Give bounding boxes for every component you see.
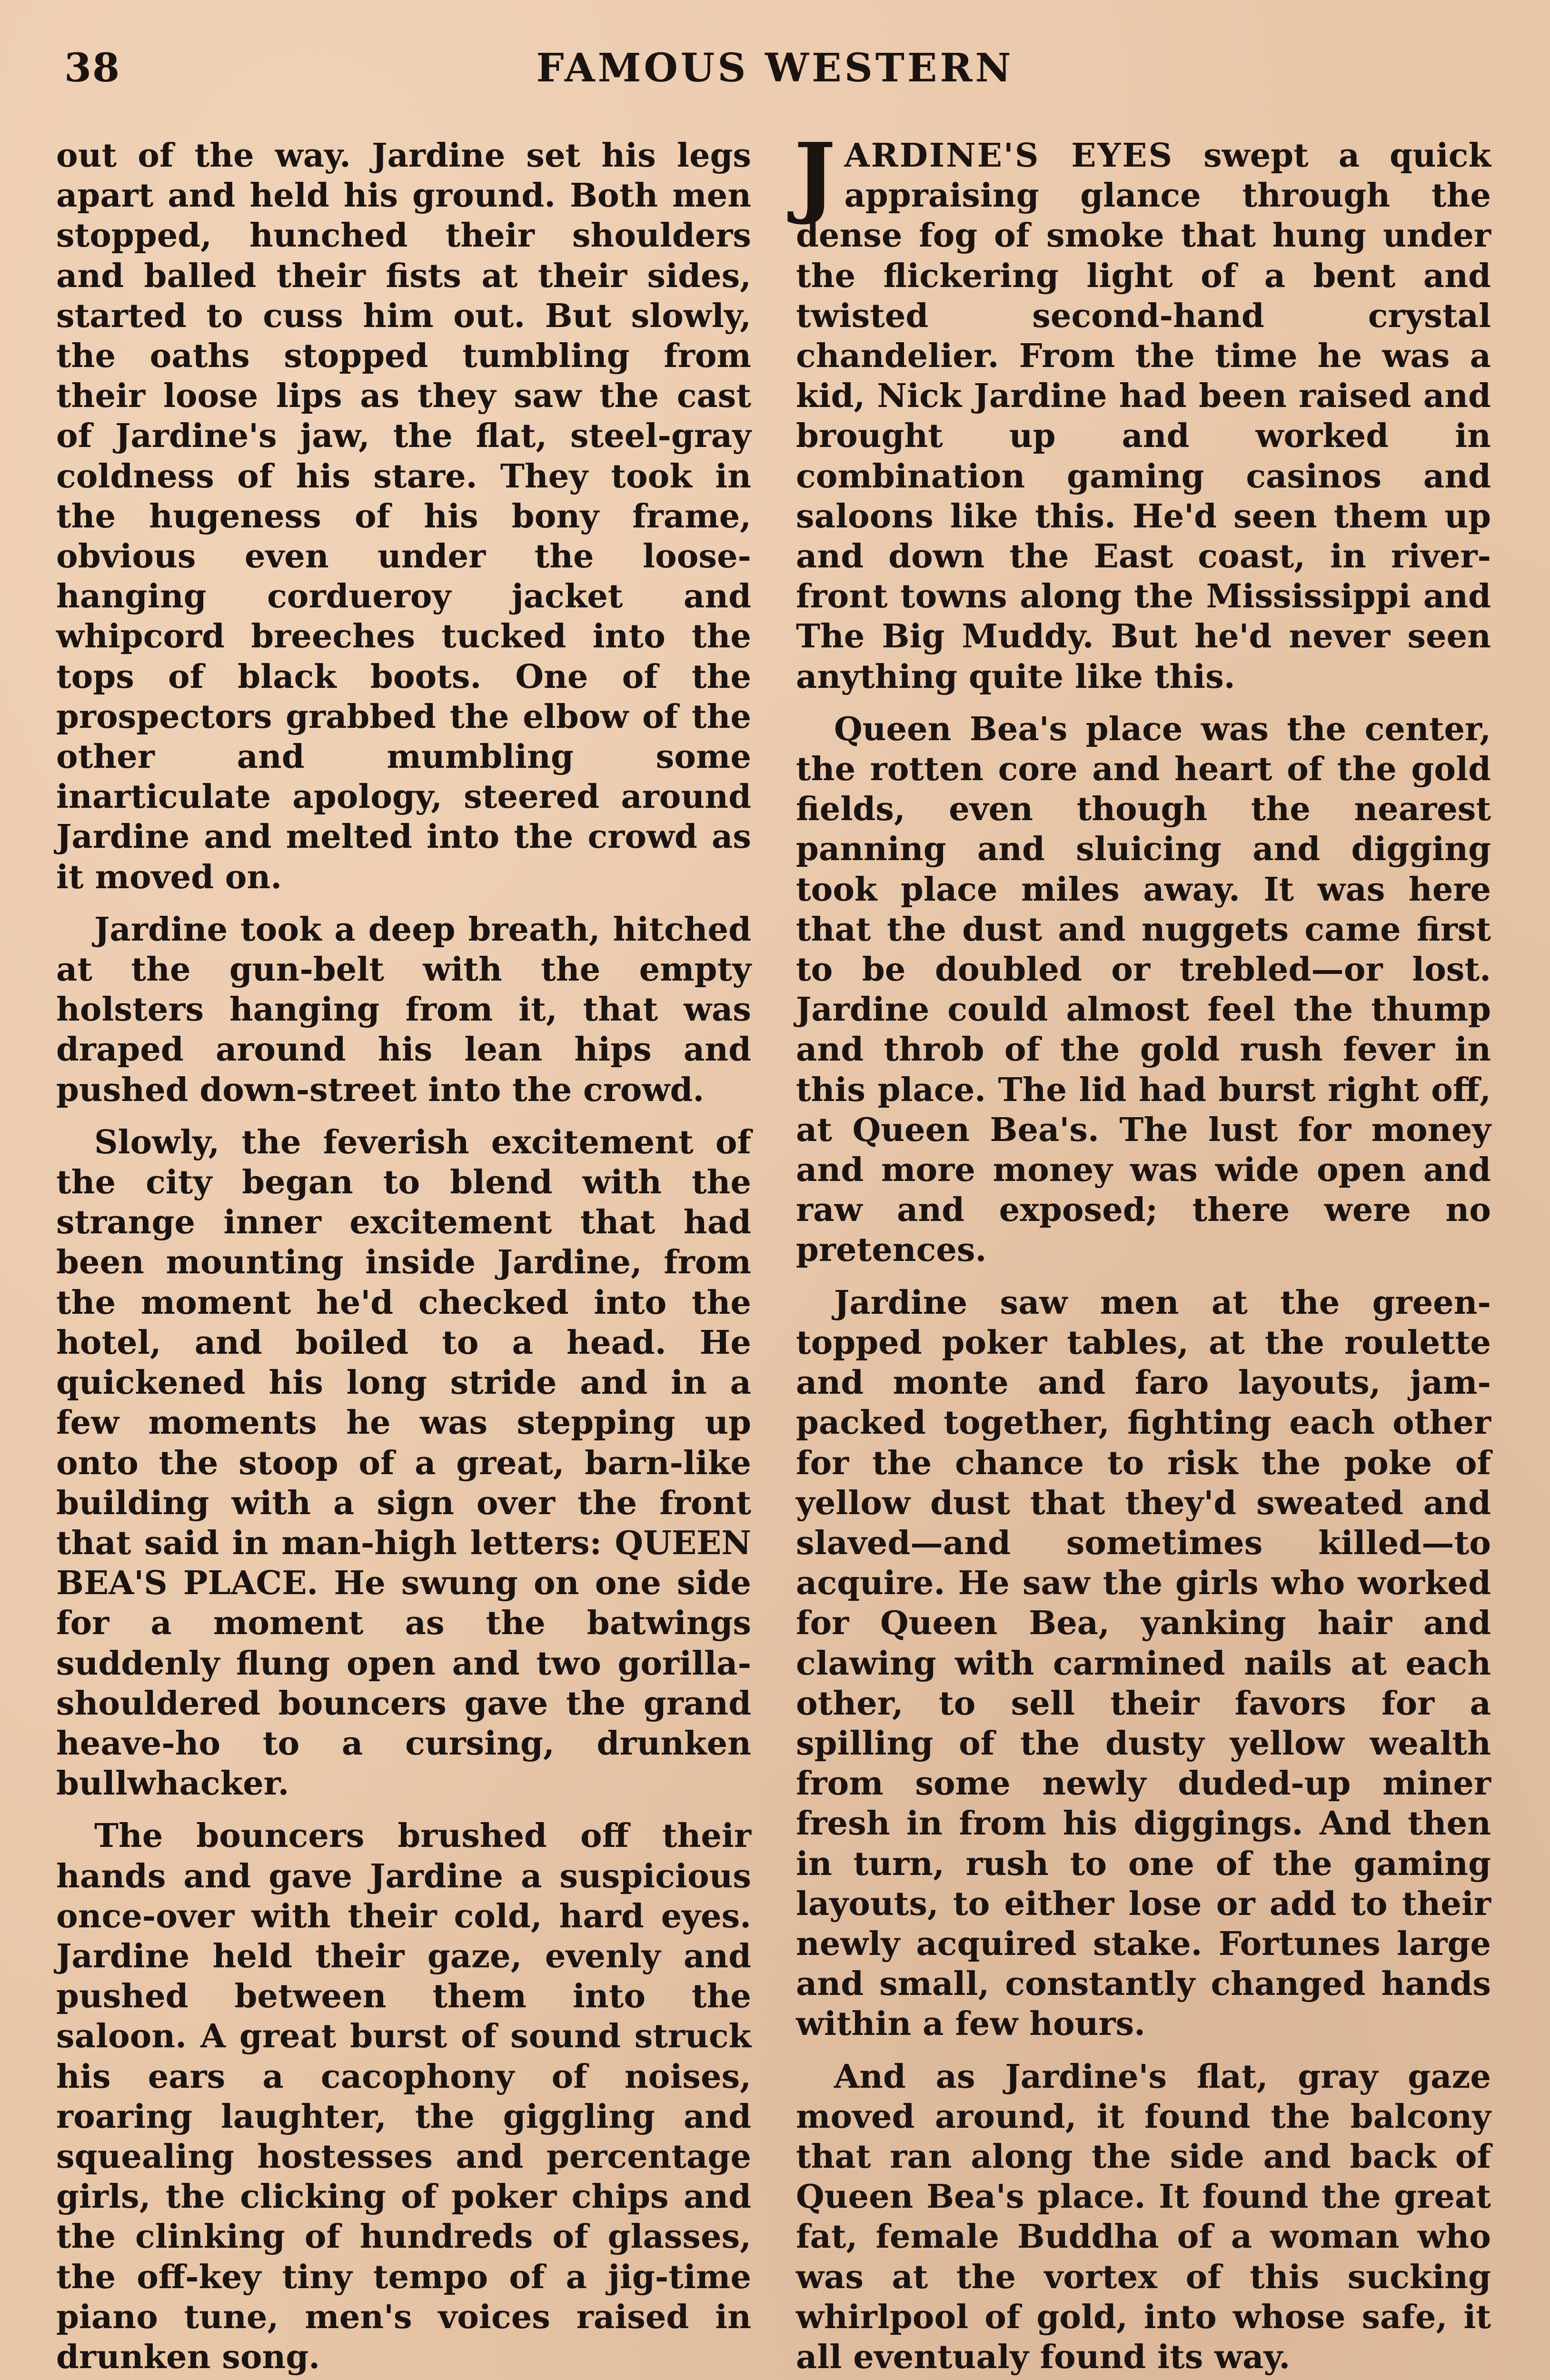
page-header	[0, 45, 1550, 102]
paragraph: Jardine took a deep breath, hitched at the gun-belt with the empty holsters hanging from it, that was draped around his lean hips and pushed down-street into the crowd.	[56, 910, 751, 1109]
paragraph: out of the way. Jardine set his legs apart and held his ground. Both men stopped, hunched their shoulders and balled their fists at their sides, started to cuss him out. But slowly, the oaths stopped tumbling from their loose lips as they saw the cast of Jardine's jaw, the flat, steel-gray coldness of his stare. They took in the hugeness of his bony frame, obvious even under the loose-hanging cordueroy jacket and whipcord breeches tucked into the tops of black boots. One of the prospectors grabbed the elbow of the other and mumbling some inarticulate apology, steered around Jardine and melted into the crowd as it moved on.	[56, 137, 751, 896]
page-number: 38	[64, 45, 121, 91]
left-column	[56, 136, 751, 2380]
paragraph: Slowly, the feverish excitement of the city began to blend with the strange inner excitement that had been mounting inside Jardine, from the moment he'd checked into the hotel, and boiled to a head. He quickened his long stride and in a few moments he was stepping up onto the stoop of a great, barn-like building with a sign over the front that said in man-high letters: QUEEN BEA'S PLACE. He swung on one side for a moment as the batwings suddenly flung open and two gorilla-shouldered bouncers gave the grand heave-ho to a cursing, drunken bullwhacker.	[56, 1123, 751, 1803]
opening-text: swept a quick appraising glance through the dense fog of smoke that hung under the flickering light of a bent and twisted second-hand crystal chandelier. From the time he was a kid, Nick Jardine had been raised and brought up and worked in combination gaming casinos and saloons like this. He'd seen them up and down the East coast, in river-front towns along the Mississippi and The Big Muddy. But he'd never seen anything quite like this.	[796, 137, 1491, 696]
paragraph: Jardine saw men at the green-topped poker tables, at the roulette and monte and faro layouts, jam-packed together, fighting each other for the chance to risk the poke of yellow dust that they'd sweated and slaved—and sometimes killed—to acquire. He saw the girls who worked for Queen Bea, yanking hair and clawing with carmined nails at each other, to sell their favors for a spilling of the dusty yellow wealth from some newly duded-up miner fresh in from his diggings. And then in turn, rush to one of the gaming layouts, to either lose or add to their newly acquired stake. Fortunes large and small, constantly changed hands within a few hours.	[796, 1283, 1491, 2043]
paragraph: And as Jardine's flat, gray gaze moved around, it found the balcony that ran along the side and back of Queen Bea's place. It found the great fat, female Buddha of a woman who was at the vortex of this sucking whirlpool of gold, into whose safe, it all eventualy found its way.	[796, 2057, 1491, 2376]
drop-cap: J	[794, 123, 836, 227]
running-head: FAMOUS WESTERN	[536, 45, 1014, 91]
opening-paragraph	[794, 123, 1491, 697]
lead-in: ARDINE'S EYES	[844, 137, 1174, 175]
right-column	[794, 123, 1491, 2380]
paragraph: Queen Bea's place was the center, the rotten core and heart of the gold fields, even though the nearest panning and sluicing and digging took place miles away. It was here that the dust and nuggets came first to be doubled or trebled—or lost. Jardine could almost feel the thump and throb of the gold rush fever in this place. The lid had burst right off, at Queen Bea's. The lust for money and more money was wide open and raw and exposed; there were no pretences.	[796, 710, 1491, 1269]
paragraph: The bouncers brushed off their hands and gave Jardine a suspicious once-over with their cold, hard eyes. Jardine held their gaze, evenly and pushed between them into the saloon. A great burst of sound struck his ears a cacophony of noises, roaring laughter, the giggling and squealing hostesses and percentage girls, the clicking of poker chips and the clinking of hundreds of glasses, the off-key tiny tempo of a jig-time piano tune, men's voices raised in drunken song.	[56, 1817, 751, 2376]
